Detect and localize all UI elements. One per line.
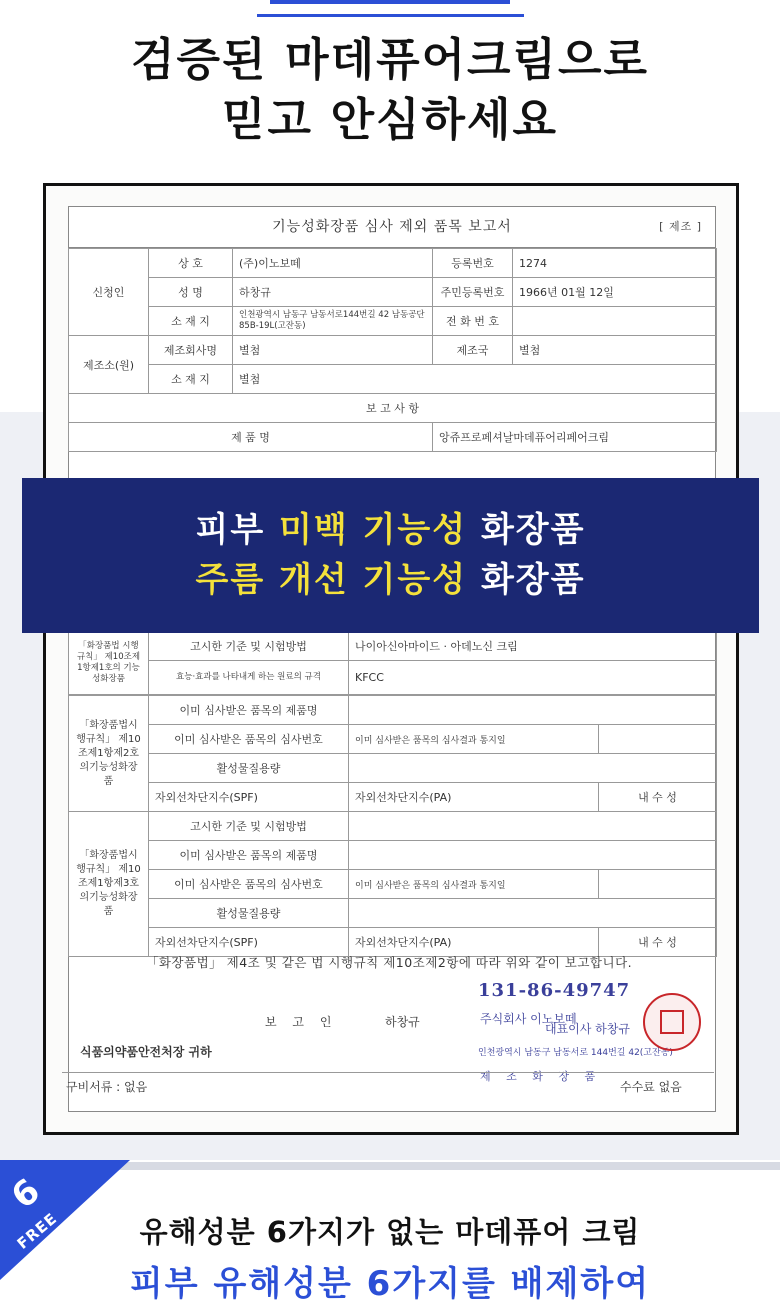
section3-row2-value bbox=[599, 870, 717, 899]
manufacturer-company-value: 별첨 bbox=[233, 336, 433, 365]
banner-line2-wrinkle: 주름 개선 기능성 bbox=[195, 560, 468, 600]
highlight-banner bbox=[22, 478, 759, 633]
reporter-name: 하창규 bbox=[385, 1015, 420, 1029]
company-seal bbox=[643, 993, 701, 1051]
applicant-section-label: 신청인 bbox=[69, 249, 149, 336]
footer-divider bbox=[62, 1072, 714, 1073]
product-value: 앙쥬프로페셔날마데퓨어리페어크림 bbox=[433, 423, 717, 452]
stamp-type: 제 조 화 장 품 bbox=[480, 1070, 602, 1083]
section3-row3-value bbox=[349, 899, 717, 928]
section1-table bbox=[68, 631, 717, 695]
section2-row1: 이미 심사받은 품목의 제품명 bbox=[149, 696, 349, 725]
manufacturer-section-label: 제조소(원) bbox=[69, 336, 149, 394]
stamp-number: 131-86-49747 bbox=[478, 980, 631, 1001]
section2-table bbox=[68, 695, 717, 812]
free-badge-number: 6 bbox=[3, 1171, 48, 1217]
address-label: 소 재 지 bbox=[149, 307, 233, 336]
section3-row2-note: 이미 심사받은 품목의 심사결과 통지일 bbox=[349, 870, 599, 899]
id-label: 주민등록번호 bbox=[433, 278, 513, 307]
addressee: 식품의약품안전처장 귀하 bbox=[80, 1045, 212, 1059]
headline bbox=[0, 30, 780, 150]
applicant-table bbox=[68, 248, 717, 452]
stamp-company: 주식회사 이노보떼 bbox=[480, 1012, 577, 1026]
section3-water: 내 수 성 bbox=[599, 928, 717, 957]
phone-label: 전 화 번 호 bbox=[433, 307, 513, 336]
section1-label: 「화장품법 시행규칙」 제10조제1항제1호의 기능성화장품 bbox=[69, 632, 149, 695]
certificate-frame bbox=[43, 183, 739, 1135]
section1-standard-label: 고시한 기준 및 시험방법 bbox=[149, 632, 349, 661]
banner-line2-cosmetic: 화장품 bbox=[480, 560, 586, 600]
company-name-label: 상 호 bbox=[149, 249, 233, 278]
section3-spf: 자외선차단지수(SPF) bbox=[149, 928, 349, 957]
banner-line1-skin: 피부 bbox=[195, 510, 266, 550]
section2-row3: 활성물질용량 bbox=[149, 754, 349, 783]
banner-line1-whitening: 미백 기능성 bbox=[279, 510, 468, 550]
manufacturer-address-value: 별첨 bbox=[233, 365, 717, 394]
banner-line1-cosmetic: 화장품 bbox=[480, 510, 586, 550]
certificate-title-text: 기능성화장품 심사 제외 품목 보고서 bbox=[272, 219, 512, 235]
address-value: 인천광역시 남동구 남동서로144번길 42 남동공단 85B-19L(고잔동) bbox=[233, 307, 433, 336]
top-accent-line bbox=[257, 14, 524, 17]
section2-row2: 이미 심사받은 품목의 심사번호 bbox=[149, 725, 349, 754]
section3-pa: 자외선차단지수(PA) bbox=[349, 928, 599, 957]
certificate-title bbox=[68, 206, 716, 248]
report-header: 보 고 사 항 bbox=[69, 394, 717, 423]
section2-label: 「화장품법시행규칙」 제10조제1항제2호의기능성화장품 bbox=[69, 696, 149, 812]
manufacturer-country-label: 제조국 bbox=[433, 336, 513, 365]
manufacturer-address-label: 소 재 지 bbox=[149, 365, 233, 394]
section3-row0: 고시한 기준 및 시험방법 bbox=[149, 812, 349, 841]
section3-row0-value bbox=[349, 812, 717, 841]
bottom-subheadline: 피부 유해성분 6가지를 배제하여 bbox=[129, 1264, 651, 1304]
section2-spf: 자외선차단지수(SPF) bbox=[149, 783, 349, 812]
section2-pa: 자외선차단지수(PA) bbox=[349, 783, 599, 812]
reg-no-value: 1274 bbox=[513, 249, 717, 278]
headline-line-1: 검증된 마데퓨어크림으로 bbox=[131, 33, 649, 86]
manufacturer-country-value: 별첨 bbox=[513, 336, 717, 365]
section2-row2-value bbox=[599, 725, 717, 754]
fee: 수수료 없음 bbox=[620, 1080, 682, 1094]
product-label: 제 품 명 bbox=[69, 423, 433, 452]
free-badge-text: FREE bbox=[13, 1209, 61, 1253]
section3-table bbox=[68, 811, 717, 957]
id-value: 1966년 01월 12일 bbox=[513, 278, 717, 307]
section2-row1-value bbox=[349, 696, 717, 725]
company-name-value: (주)이노보떼 bbox=[233, 249, 433, 278]
reporter-label: 보 고 인 bbox=[265, 1015, 338, 1029]
section3-row1-value bbox=[349, 841, 717, 870]
manufacturer-company-label: 제조회사명 bbox=[149, 336, 233, 365]
section2-water: 내 수 성 bbox=[599, 783, 717, 812]
person-value: 하창규 bbox=[233, 278, 433, 307]
phone-value bbox=[513, 307, 717, 336]
banner-line-2 bbox=[22, 558, 759, 602]
certificate-tag: [ 제조 ] bbox=[659, 220, 702, 233]
stamp-ceo: 대표이사 하창규 bbox=[545, 1022, 630, 1036]
section3-row2: 이미 심사받은 품목의 심사번호 bbox=[149, 870, 349, 899]
person-label: 성 명 bbox=[149, 278, 233, 307]
banner-line-1 bbox=[22, 508, 759, 552]
top-accent-bar bbox=[270, 0, 510, 4]
section2-row2-note: 이미 심사받은 품목의 심사결과 통지일 bbox=[349, 725, 599, 754]
bottom-headline: 유해성분 6가지가 없는 마데퓨어 크림 bbox=[139, 1215, 641, 1249]
report-statement: 「화장품법」 제4조 및 같은 법 시행규칙 제10조제2항에 따라 위와 같이 보고합니다. bbox=[145, 955, 633, 970]
section3-label: 「화장품법시행규칙」 제10조제1항제3호의기능성화장품 bbox=[69, 812, 149, 957]
section3-row3: 활성물질용량 bbox=[149, 899, 349, 928]
reg-no-label: 등록번호 bbox=[433, 249, 513, 278]
headline-line-2: 믿고 안심하세요 bbox=[222, 93, 558, 146]
section1-spec-label: 효능·효과를 나타내게 하는 원료의 규격 bbox=[149, 661, 349, 695]
seal-inner-square bbox=[660, 1010, 684, 1034]
section2-row3-value bbox=[349, 754, 717, 783]
section1-standard-value: 나이아신아마이드 · 아데노신 크림 bbox=[349, 632, 717, 661]
section1-spec-value: KFCC bbox=[349, 661, 717, 695]
stamp-address: 인천광역시 남동구 남동서로 144번길 42(고잔동) bbox=[478, 1048, 673, 1058]
section3-row1: 이미 심사받은 품목의 제품명 bbox=[149, 841, 349, 870]
attachments: 구비서류 : 없음 bbox=[66, 1080, 148, 1094]
